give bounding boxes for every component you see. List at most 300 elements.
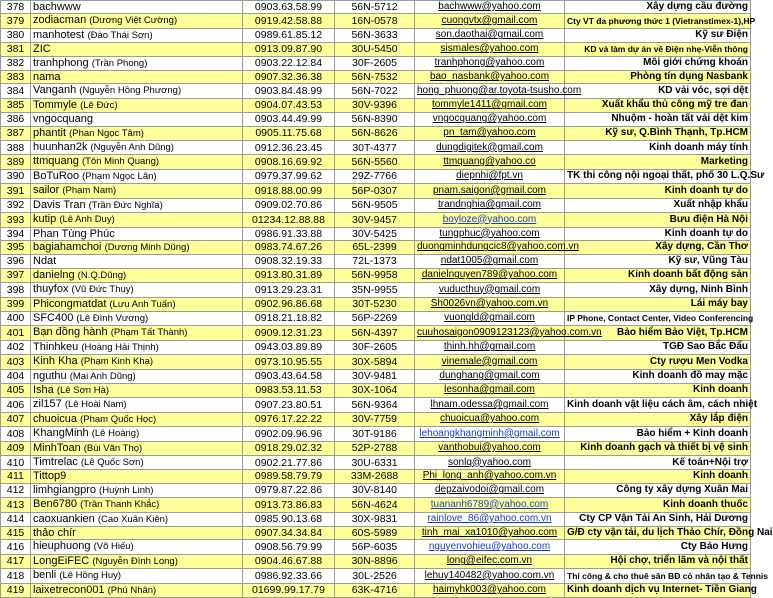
real-name: (Tôn Minh Quang): [81, 156, 160, 168]
email-cell: [415, 398, 565, 412]
plate-cell: 72L-1373: [335, 255, 415, 268]
row-number-cell: 411: [1, 470, 31, 483]
plate-cell: 56N-7532: [335, 71, 415, 84]
phone-cell: 0907.23.80.51: [243, 398, 335, 412]
nickname: Tommyle: [33, 98, 78, 111]
email-cell: [415, 583, 565, 597]
occupation-cell: Marketing: [565, 155, 751, 169]
email-link[interactable]: danielnguyen789@yahoo.com: [421, 269, 558, 281]
email-link[interactable]: duongminhdungcic8@yahoo.com.vn: [417, 241, 579, 253]
plate-cell: 60S-5989: [335, 527, 415, 540]
row-number-cell: 391: [1, 184, 31, 198]
email-cell: [415, 28, 565, 42]
phone-cell: 0903.84.48.99: [243, 84, 335, 98]
real-name: (Phạm Kinh Kha): [80, 356, 154, 368]
email-cell: [415, 43, 565, 56]
phone-cell: 0905.11.75.68: [243, 126, 335, 140]
occupation-cell: Lái máy bay: [565, 297, 751, 311]
real-name: (Võ Hiếu): [93, 541, 134, 553]
row-number-cell: 395: [1, 240, 31, 254]
table-row: [1, 498, 751, 512]
plate-cell: 30L-2526: [335, 569, 415, 583]
occupation-cell: Kỹ sư Điện: [565, 28, 751, 42]
email-link[interactable]: son.daothai@gmail.com: [435, 29, 544, 41]
phone-cell: 0913.29.23.31: [243, 283, 335, 297]
table-row: [1, 398, 751, 412]
occupation-cell: Kỹ sư, Q.Bình Thạnh, Tp.HCM: [565, 126, 751, 140]
row-number-cell: 412: [1, 483, 31, 497]
real-name: (Phạm Tất Thành): [110, 327, 188, 339]
table-row: [1, 1, 751, 14]
real-name: (Bùi Văn Thọ): [83, 442, 143, 454]
email-link[interactable]: dungdigitek@gmail.com: [436, 141, 543, 153]
nickname-cell: [31, 398, 243, 412]
row-number-cell: 406: [1, 398, 31, 412]
table-row: [1, 84, 751, 98]
nickname-cell: [31, 498, 243, 512]
table-row: [1, 297, 751, 311]
nickname-cell: [31, 56, 243, 70]
email-link[interactable]: lehoangkhangminh@gmail.com: [419, 427, 560, 439]
plate-cell: 30X-1064: [335, 383, 415, 397]
email-link[interactable]: vngocquang@yahoo.com: [432, 113, 547, 125]
occupation-cell: Kinh doanh vật liệu cách âm, cách nhiệt: [565, 398, 751, 412]
row-number-cell: 384: [1, 84, 31, 98]
row-number-cell: 402: [1, 340, 31, 354]
nickname: laixetrecon001: [33, 583, 105, 596]
email-link[interactable]: pn_tam@yahoo.com: [443, 127, 536, 139]
phone-cell: 0989.58.79.79: [243, 470, 335, 483]
occupation-cell: Kinh doanh gạch và thiết bị vệ sinh: [565, 441, 751, 455]
phone-cell: 0902.96.86.68: [243, 297, 335, 311]
real-name: (Lê Hoàng): [91, 428, 140, 440]
plate-cell: 30N-8896: [335, 554, 415, 568]
email-link[interactable]: rainlove_86@yahoo.com.vn: [427, 513, 552, 525]
email-cell: [415, 369, 565, 383]
occupation-cell: Bưu điện Hà Nội: [565, 213, 751, 227]
table-row: [1, 71, 751, 84]
nickname-cell: [31, 1, 243, 14]
nickname-cell: [31, 43, 243, 56]
phone-cell: 0903.63.58.99: [243, 1, 335, 14]
nickname: sailor: [33, 184, 60, 197]
nickname-cell: [31, 554, 243, 568]
phone-cell: 01699.99.17.79: [243, 583, 335, 597]
phone-cell: 0976.17.22.22: [243, 412, 335, 426]
email-cell: [415, 340, 565, 354]
row-number-cell: 382: [1, 56, 31, 70]
email-link[interactable]: trandnghia@gmail.com: [438, 199, 541, 211]
table-row: [1, 98, 751, 112]
phone-cell: 0908.32.19.33: [243, 255, 335, 268]
phone-cell: 0919.42.58.88: [243, 14, 335, 28]
table-row: [1, 527, 751, 540]
email-cell: [415, 569, 565, 583]
email-cell: [415, 470, 565, 483]
nickname-cell: [31, 268, 243, 282]
real-name: (N.Q.Dũng): [77, 269, 127, 281]
nickname: thuyfox: [33, 283, 69, 296]
email-link[interactable]: chuoicua@yahoo.com: [439, 413, 540, 425]
email-link[interactable]: vinemale@gmail.com: [441, 355, 538, 367]
table-row: [1, 169, 751, 183]
occupation-cell: Cty Bảo Hưng: [565, 540, 751, 554]
nickname: benli: [33, 569, 57, 582]
occupation-cell: Xây dựng cầu đường: [565, 1, 751, 14]
nickname-cell: [31, 28, 243, 42]
phone-cell: 0985.90.13.68: [243, 512, 335, 526]
nickname-cell: [31, 184, 243, 198]
nickname-cell: [31, 569, 243, 583]
row-number-cell: 385: [1, 98, 31, 112]
occupation-cell: Cty VT đa phương thức 1 (Vietranstimex-1),HP: [565, 14, 751, 28]
nickname-cell: [31, 512, 243, 526]
phone-cell: 0989.61.85.12: [243, 28, 335, 42]
email-link[interactable]: bao_nasbank@yahoo.com: [429, 71, 550, 83]
table-body: [1, 1, 773, 598]
phone-cell: 0913.09.87.90: [243, 43, 335, 56]
nickname-cell: [31, 98, 243, 112]
nickname: SFC400: [33, 311, 74, 324]
row-number-cell: 400: [1, 311, 31, 325]
plate-cell: 30T-9186: [335, 427, 415, 441]
plate-cell: 35N-9955: [335, 283, 415, 297]
email-link[interactable]: tinh_mai_xa1010@yahoo.com: [421, 527, 558, 539]
occupation-cell: Kinh doanh đồ may mặc: [565, 369, 751, 383]
email-cell: [415, 198, 565, 212]
real-name: (Trần Phong): [91, 57, 148, 69]
email-cell: [415, 113, 565, 126]
nickname: Davis Tran: [33, 198, 86, 211]
email-link[interactable]: sismales@yahoo.com: [440, 43, 539, 55]
phone-cell: 0904.46.67.88: [243, 554, 335, 568]
nickname: thảo chír: [33, 527, 76, 540]
nickname-cell: [31, 340, 243, 354]
nickname: Ndat: [33, 255, 57, 268]
row-number-cell: 387: [1, 126, 31, 140]
real-name: (Phạm Nam): [62, 185, 117, 197]
nickname: bagiahamchoi: [33, 240, 102, 253]
email-link[interactable]: Phi_long_anh@yahoo.com.vn: [422, 470, 557, 482]
row-number-cell: 416: [1, 540, 31, 554]
email-cell: [415, 383, 565, 397]
phone-cell: 0913.80.31.89: [243, 268, 335, 282]
nickname-cell: [31, 369, 243, 383]
email-link[interactable]: long@eifec.com.vn: [446, 555, 533, 567]
real-name: (Phú Nhân): [107, 584, 157, 596]
occupation-cell: Xây dựng, Cần Thơ: [565, 240, 751, 254]
nickname: Kinh Kha: [33, 355, 78, 368]
email-link[interactable]: cuuhosaigon0909123123@yahoo.com.vn: [417, 326, 602, 338]
nickname: Phicongmatdat: [33, 297, 107, 310]
plate-cell: 63K-4716: [335, 583, 415, 597]
row-number-cell: 401: [1, 326, 31, 340]
email-link[interactable]: Sh0026vn@yahoo.com.vn: [430, 298, 549, 310]
nickname: bachwww: [33, 1, 81, 13]
nickname: phantit: [33, 126, 67, 139]
real-name: (Lê Hoài Nam): [64, 399, 127, 411]
email-cell: [415, 141, 565, 155]
nickname-cell: [31, 427, 243, 441]
phone-cell: 0902.09.96.96: [243, 427, 335, 441]
email-link[interactable]: ndat1005@gmail.com: [440, 255, 539, 267]
real-name: (Dương Việt Cường): [89, 15, 178, 27]
row-number-cell: 408: [1, 427, 31, 441]
real-name: (Trần Thanh Khắc): [80, 499, 160, 511]
nickname: vngocquang: [33, 113, 93, 126]
email-link[interactable]: lhnam.odessa@gmail.com: [430, 398, 549, 410]
occupation-cell: Xuất nhập khẩu: [565, 198, 751, 212]
email-link[interactable]: nguyenvohieu@yahoo.com: [428, 540, 551, 552]
nickname: zil157: [33, 398, 62, 411]
email-cell: [415, 98, 565, 112]
table-row: [1, 369, 751, 383]
table-row: [1, 14, 751, 28]
nickname-cell: [31, 527, 243, 540]
email-link[interactable]: tommyle1411@gmail.com: [431, 99, 547, 111]
nickname: ttmquang: [33, 155, 79, 168]
email-link[interactable]: vanthobui@yahoo.com: [438, 442, 541, 454]
occupation-cell: TK thi công nội ngoại thất, phố 30 L.Q.Sư: [565, 169, 751, 183]
email-link[interactable]: vuongld@gmail.com: [444, 312, 535, 324]
table-row: [1, 268, 751, 282]
row-number-cell: 413: [1, 498, 31, 512]
email-link[interactable]: cuongvtx@gmail.com: [441, 14, 538, 26]
real-name: (Đào Thái Sơn): [87, 29, 153, 41]
occupation-cell: Môi giới chứng khoán: [565, 56, 751, 70]
email-cell: [415, 184, 565, 198]
plate-cell: 30T-4377: [335, 141, 415, 155]
table-row: [1, 227, 751, 240]
plate-cell: 30V-7759: [335, 412, 415, 426]
nickname-cell: [31, 141, 243, 155]
nickname: Thinhkeu: [33, 340, 79, 353]
nickname-cell: [31, 355, 243, 369]
phone-cell: 0903.43.64.58: [243, 369, 335, 383]
row-number-cell: 409: [1, 441, 31, 455]
row-number-cell: 410: [1, 456, 31, 470]
nickname: nguthu: [33, 369, 67, 382]
plate-cell: 30V-9481: [335, 369, 415, 383]
real-name: (Cao Xuân Kiên): [97, 513, 169, 525]
table-row: [1, 355, 751, 369]
occupation-cell: Kinh doanh thuốc: [565, 498, 751, 512]
nickname: tranhphong: [33, 56, 89, 69]
occupation-cell: Xây lắp điện: [565, 412, 751, 426]
table-row: [1, 470, 751, 483]
table-row: [1, 456, 751, 470]
table-row: [1, 283, 751, 297]
occupation-cell: KD và làm dự án về Điện nhẹ-Viễn thông: [565, 43, 751, 56]
row-number-cell: 399: [1, 297, 31, 311]
occupation-cell: IP Phone, Contact Center, Video Conferencing: [565, 311, 751, 325]
nickname: hieuphuong: [33, 540, 91, 553]
phone-cell: 0983.74.67.26: [243, 240, 335, 254]
real-name: (Trần Đức Nghĩa): [88, 199, 163, 211]
real-name: (Vũ Đức Thụy): [71, 284, 134, 296]
plate-cell: 30T-5230: [335, 297, 415, 311]
real-name: (Mai Anh Dũng): [69, 370, 136, 382]
email-link[interactable]: bachwww@yahoo.com: [438, 1, 541, 12]
row-number-cell: 378: [1, 1, 31, 14]
row-number-cell: 407: [1, 412, 31, 426]
nickname-cell: [31, 155, 243, 169]
nickname-cell: [31, 311, 243, 325]
plate-cell: 56N-5712: [335, 1, 415, 14]
nickname: zodiacman: [33, 14, 87, 27]
email-link[interactable]: haimyhk003@yahoo.com: [433, 584, 546, 596]
real-name: (Phan Ngọc Tâm): [69, 127, 144, 139]
email-cell: [415, 483, 565, 497]
occupation-cell: KD vải vóc, sợi dệt: [565, 84, 751, 98]
email-link[interactable]: lesonha@gmail.com: [444, 384, 535, 396]
real-name: (Huỳnh Linh): [99, 484, 154, 496]
table-row: [1, 255, 751, 268]
real-name: (Lê Đức): [80, 99, 118, 111]
plate-cell: 56N-5560: [335, 155, 415, 169]
row-number-cell: 381: [1, 43, 31, 56]
table-row: [1, 383, 751, 397]
occupation-cell: Cty rượu Men Vodka: [565, 355, 751, 369]
plate-cell: 30U-6331: [335, 456, 415, 470]
email-cell: [415, 283, 565, 297]
real-name: (Lê Hồng Huy): [59, 570, 122, 582]
plate-cell: 30U-5450: [335, 43, 415, 56]
nickname-cell: [31, 383, 243, 397]
email-link[interactable]: tuananh6789@yahoo.com: [430, 498, 549, 510]
email-link[interactable]: dunghang@gmail.com: [439, 370, 540, 382]
nickname: caoxuankien: [33, 512, 95, 525]
occupation-cell: Xuất khẩu thủ công mỹ tre đan: [565, 98, 751, 112]
real-name: (Nguyễn Đình Long): [92, 555, 178, 567]
phone-cell: 0973.10.95.55: [243, 355, 335, 369]
row-number-cell: 396: [1, 255, 31, 268]
table-row: [1, 155, 751, 169]
row-number-cell: 414: [1, 512, 31, 526]
email-cell: [415, 311, 565, 325]
plate-cell: 65L-2399: [335, 240, 415, 254]
phone-cell: 0979.87.22.86: [243, 483, 335, 497]
row-number-cell: 419: [1, 583, 31, 597]
nickname-cell: [31, 412, 243, 426]
email-link[interactable]: ttmquang@yahoo.co: [443, 155, 536, 167]
occupation-cell: Bảo hiểm + Kinh doanh: [565, 427, 751, 441]
row-number-cell: 398: [1, 283, 31, 297]
nickname: KhangMinh: [33, 427, 89, 440]
occupation-cell: Phòng tín dụng Nasbank: [565, 71, 751, 84]
nickname: chuoicua: [33, 412, 78, 425]
plate-cell: 30V-5425: [335, 227, 415, 240]
nickname-cell: [31, 71, 243, 84]
email-cell: [415, 169, 565, 183]
occupation-cell: Hội chợ, triển lãm và nội thất: [565, 554, 751, 568]
table-row: [1, 554, 751, 568]
phone-cell: 0912.36.23.45: [243, 141, 335, 155]
email-link[interactable]: pnam.saigon@gmail.com: [433, 184, 546, 196]
email-link[interactable]: vuducthuy@gmail.com: [438, 283, 541, 295]
row-number-cell: 392: [1, 198, 31, 212]
nickname-cell: [31, 213, 243, 227]
plate-cell: 56N-4397: [335, 326, 415, 340]
real-name: (Phạm Quốc Học): [80, 413, 157, 425]
row-number-cell: 389: [1, 155, 31, 169]
table-row: [1, 412, 751, 426]
real-name: (Lê Sơn Hà): [56, 384, 110, 396]
occupation-cell: Kỹ sư, Vũng Tàu: [565, 255, 751, 268]
table-row: [1, 583, 751, 597]
nickname: Bạn đồng hành: [33, 326, 108, 339]
real-name: (Dương Minh Dũng): [104, 241, 190, 253]
email-link[interactable]: depzaivodoi@gmail.com: [434, 484, 545, 496]
email-link[interactable]: thinh.hh@gmail.com: [443, 341, 536, 353]
table-row: [1, 213, 751, 227]
email-link[interactable]: sonlq@yahoo.com: [448, 456, 531, 468]
plate-cell: 30X-9831: [335, 512, 415, 526]
row-number-cell: 393: [1, 213, 31, 227]
plate-cell: 29Z-7766: [335, 169, 415, 183]
phone-cell: 0902.21.77.86: [243, 456, 335, 470]
plate-cell: 56P-6035: [335, 540, 415, 554]
nickname: BoTuRoo: [33, 169, 80, 182]
table-row: [1, 340, 751, 354]
email-cell: [415, 355, 565, 369]
occupation-cell: Kinh doanh dịch vụ Internet- Tiền Giang: [565, 583, 751, 597]
table-row: [1, 311, 751, 325]
email-cell: [415, 498, 565, 512]
nickname-cell: [31, 169, 243, 183]
phone-cell: 0909.12.31.23: [243, 326, 335, 340]
phone-cell: 0986.91.33.88: [243, 227, 335, 240]
occupation-cell: Bảo hiểm Bảo Việt, Tp.HCM: [565, 326, 751, 340]
occupation-cell: Xây dựng, Ninh Bình: [565, 283, 751, 297]
email-cell: [415, 71, 565, 84]
plate-cell: 16N-0578: [335, 14, 415, 28]
plate-cell: 56N-8626: [335, 126, 415, 140]
email-link[interactable]: hong_phuong@ar.toyota-tsusho.com: [417, 84, 582, 96]
real-name: (Lưu Anh Tuấn): [109, 298, 176, 310]
email-link[interactable]: lehuy140482@yahoo.com.vn: [424, 569, 555, 581]
email-cell: [415, 240, 579, 254]
plate-cell: 56P-0307: [335, 184, 415, 198]
table-row: [1, 126, 751, 140]
email-link[interactable]: tranhphong@yahoo.com: [434, 57, 545, 69]
row-number-cell: 386: [1, 113, 31, 126]
phone-cell: 0918.29.02.32: [243, 441, 335, 455]
occupation-cell: Kinh doanh bất động sản: [565, 268, 751, 282]
email-cell: [415, 126, 565, 140]
plate-cell: 33M-2688: [335, 470, 415, 483]
nickname: Tittop9: [33, 470, 67, 483]
email-cell: [415, 441, 565, 455]
nickname: manhotest: [33, 28, 85, 41]
email-cell: [415, 297, 565, 311]
email-link[interactable]: tungphuc@yahoo.com: [439, 227, 540, 239]
real-name: (Hoàng Hải Thịnh): [81, 341, 159, 353]
nickname-cell: [31, 441, 243, 455]
email-link[interactable]: diepnhi@fpt.vn: [456, 170, 523, 182]
row-number-cell: 415: [1, 527, 31, 540]
email-cell: [415, 456, 565, 470]
email-link[interactable]: boyloze@yahoo.com: [442, 213, 537, 225]
phone-cell: 0908.16.69.92: [243, 155, 335, 169]
occupation-cell: Kinh doanh máy tính: [565, 141, 751, 155]
email-cell: [415, 326, 602, 340]
nickname-cell: [31, 255, 243, 268]
nickname-cell: [31, 540, 243, 554]
row-number-cell: 403: [1, 355, 31, 369]
table-row: [1, 483, 751, 497]
real-name: (Lê Đình Vương): [76, 312, 149, 324]
